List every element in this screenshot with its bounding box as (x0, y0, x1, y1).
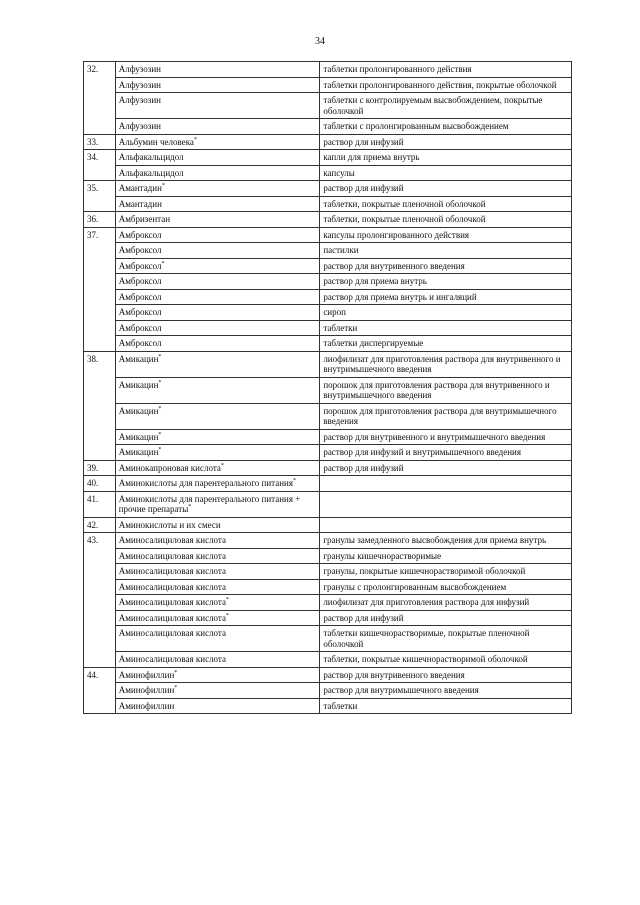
drug-name: Амброксол (118, 291, 162, 302)
dosage-form: таблетки пролонгированного действия (320, 62, 572, 78)
drug-name-cell (115, 320, 320, 336)
drug-name-cell (115, 77, 320, 93)
row-number (84, 403, 116, 429)
table-row (84, 258, 572, 274)
table-row (84, 212, 572, 228)
drug-name: Аминосалициловая кислота (118, 654, 226, 664)
drug-name-cell (115, 579, 320, 595)
row-number (84, 429, 116, 445)
drug-name-cell (115, 445, 320, 461)
drug-name: Аминосалициловая кислота (118, 597, 226, 607)
row-number (84, 377, 116, 403)
drug-name: Аминофиллин (118, 700, 175, 711)
drug-name: Аминофиллин (118, 685, 175, 695)
row-number: 35. (84, 181, 116, 197)
drug-table (83, 61, 572, 714)
drug-name-cell (115, 517, 320, 533)
table-row (84, 626, 572, 652)
row-number (84, 610, 116, 626)
drug-name: Амброксол (118, 276, 162, 286)
table-row (84, 377, 572, 403)
dosage-form: раствор для инфузий (320, 610, 572, 626)
dosage-form: лиофилизат для приготовления раствора для инфузий (320, 595, 572, 611)
dosage-form: капсулы пролонгированного действия (320, 227, 572, 243)
drug-name: Амброксол (118, 322, 162, 333)
dosage-form: таблетки, покрытые пленочной оболочкой (320, 196, 572, 212)
dosage-form: гранулы, покрытые кишечнорастворимой оболочкой (320, 564, 572, 580)
row-number: 37. (84, 227, 116, 243)
dosage-form: порошок для приготовления раствора для внутривенного и внутримышечного введения (320, 377, 572, 403)
row-number: 44. (84, 667, 116, 683)
table-row (84, 134, 572, 150)
row-number (84, 652, 116, 668)
table-row (84, 476, 572, 492)
row-number (84, 698, 116, 714)
dosage-form: раствор для внутривенного и внутримышечного введения (320, 429, 572, 445)
drug-name: Амантадин (118, 198, 162, 209)
row-number (84, 274, 116, 290)
table-row (84, 165, 572, 181)
footnote-mark: * (225, 597, 229, 603)
row-number: 36. (84, 212, 116, 228)
dosage-form: раствор для инфузий (320, 460, 572, 476)
dosage-form: раствор для внутривенного введения (320, 667, 572, 683)
dosage-form: капли для приема внутрь (320, 150, 572, 166)
table-row (84, 62, 572, 78)
table-row (84, 403, 572, 429)
footnote-mark: * (161, 260, 165, 267)
drug-name: Амикацин (118, 431, 159, 442)
drug-name: Амантадин (118, 183, 162, 193)
drug-name: Амикацин (118, 353, 159, 364)
dosage-form: гранулы с пролонгированным высвобождением (320, 579, 572, 595)
drug-name: Аминосалициловая кислота (118, 535, 226, 545)
row-number (84, 119, 116, 135)
row-number (84, 564, 116, 580)
dosage-form: таблетки кишечнорастворимые, покрытые пленочной оболочкой (320, 626, 572, 652)
row-number (84, 305, 116, 321)
dosage-form: раствор для инфузий (320, 181, 572, 197)
table-row (84, 320, 572, 336)
row-number: 41. (84, 491, 116, 517)
drug-name-cell (115, 667, 320, 683)
dosage-form: раствор для внутримышечного введения (320, 683, 572, 699)
table-row (84, 517, 572, 533)
drug-name-cell (115, 460, 320, 476)
drug-name: Амброксол (118, 260, 162, 271)
drug-name: Аминофиллин (118, 669, 175, 680)
table-row (84, 698, 572, 714)
drug-name-cell (115, 548, 320, 564)
dosage-form (320, 491, 572, 517)
table-row (84, 460, 572, 476)
row-number (84, 320, 116, 336)
table-row (84, 227, 572, 243)
drug-name: Амброксол (118, 338, 162, 348)
footnote-mark: * (158, 379, 162, 386)
drug-name-cell (115, 258, 320, 274)
row-number: 42. (84, 517, 116, 533)
drug-name-cell (115, 212, 320, 228)
row-number: 38. (84, 351, 116, 377)
drug-name: Альфакальцидол (118, 152, 184, 162)
dosage-form: раствор для внутривенного введения (320, 258, 572, 274)
drug-name: Амикацин (118, 447, 159, 457)
dosage-form: таблетки, покрытые кишечнорастворимой оболочкой (320, 652, 572, 668)
dosage-form (320, 517, 572, 533)
drug-name-cell (115, 165, 320, 181)
footnote-mark: * (193, 136, 197, 143)
dosage-form: раствор для приема внутрь (320, 274, 572, 290)
table-row (84, 196, 572, 212)
drug-name: Амброксол (118, 307, 162, 317)
dosage-form: лиофилизат для приготовления раствора для внутривенного и внутримышечного введения (320, 351, 572, 377)
drug-name: Амикацин (118, 379, 159, 390)
drug-name-cell (115, 429, 320, 445)
drug-name-cell (115, 698, 320, 714)
row-number (84, 548, 116, 564)
row-number (84, 336, 116, 352)
drug-name: Аминосалициловая кислота (118, 566, 226, 576)
dosage-form (320, 476, 572, 492)
drug-name: Альфакальцидол (118, 167, 184, 178)
footnote-mark: * (174, 685, 178, 691)
dosage-form: таблетки пролонгированного действия, покрытые оболочкой (320, 77, 572, 93)
drug-name-cell (115, 150, 320, 166)
drug-name-cell (115, 274, 320, 290)
row-number (84, 165, 116, 181)
drug-name: Алфузозин (118, 79, 161, 90)
drug-name-cell (115, 403, 320, 429)
table-row (84, 610, 572, 626)
row-number: 32. (84, 62, 116, 78)
drug-name-cell (115, 305, 320, 321)
footnote-mark: * (158, 447, 162, 453)
drug-name-cell (115, 626, 320, 652)
drug-name-cell (115, 610, 320, 626)
dosage-form: порошок для приготовления раствора для внутримышечного введения (320, 403, 572, 429)
drug-name-cell (115, 134, 320, 150)
dosage-form: таблетки (320, 698, 572, 714)
drug-name: Алфузозин (118, 121, 161, 131)
table-row (84, 445, 572, 461)
drug-name-cell (115, 351, 320, 377)
table-row (84, 93, 572, 119)
footnote-mark: * (292, 478, 296, 484)
footnote-mark: * (158, 353, 162, 360)
footnote-mark: * (158, 431, 162, 438)
drug-name-cell (115, 476, 320, 492)
table-row (84, 77, 572, 93)
drug-name: Аминокислоты для парентерального питания (118, 478, 293, 488)
drug-name: Аминосалициловая кислота (118, 612, 226, 623)
dosage-form: гранулы замедленного высвобождения для приема внутрь (320, 533, 572, 549)
drug-name: Амбризентан (118, 214, 171, 224)
drug-name-cell (115, 243, 320, 259)
row-number: 39. (84, 460, 116, 476)
dosage-form: раствор для инфузий и внутримышечного введения (320, 445, 572, 461)
row-number: 40. (84, 476, 116, 492)
dosage-form: сироп (320, 305, 572, 321)
table-row (84, 491, 572, 517)
table-row (84, 564, 572, 580)
drug-name-cell (115, 595, 320, 611)
row-number: 43. (84, 533, 116, 549)
dosage-form: гранулы кишечнорастворимые (320, 548, 572, 564)
table-row (84, 336, 572, 352)
footnote-mark: * (220, 462, 224, 469)
drug-name-cell (115, 377, 320, 403)
drug-name: Аминосалициловая кислота (118, 550, 226, 561)
table-row (84, 667, 572, 683)
table-row (84, 289, 572, 305)
footnote-mark: * (225, 612, 229, 619)
drug-name: Амикацин (118, 405, 159, 416)
drug-name: Аминокислоты и их смеси (118, 519, 221, 530)
drug-table-body (84, 62, 572, 714)
table-row (84, 119, 572, 135)
drug-name: Амброксол (118, 229, 162, 240)
table-row (84, 351, 572, 377)
table-row (84, 683, 572, 699)
drug-name: Алфузозин (118, 64, 161, 74)
table-row (84, 181, 572, 197)
drug-name-cell (115, 564, 320, 580)
row-number (84, 196, 116, 212)
dosage-form: таблетки с пролонгированным высвобождением (320, 119, 572, 135)
table-row (84, 548, 572, 564)
drug-name-cell (115, 227, 320, 243)
row-number (84, 683, 116, 699)
drug-name-cell (115, 62, 320, 78)
table-row (84, 579, 572, 595)
table-row (84, 150, 572, 166)
table-row (84, 595, 572, 611)
row-number (84, 595, 116, 611)
footnote-mark: * (158, 405, 162, 412)
drug-name-cell (115, 491, 320, 517)
table-row (84, 652, 572, 668)
drug-name: Амброксол (118, 245, 162, 255)
row-number (84, 445, 116, 461)
dosage-form: пастилки (320, 243, 572, 259)
row-number (84, 77, 116, 93)
footnote-mark: * (174, 669, 178, 676)
drug-name-cell (115, 652, 320, 668)
drug-name: Аминокислоты для парентерального питания + прочие препараты (118, 493, 301, 514)
drug-name-cell (115, 181, 320, 197)
dosage-form: раствор для инфузий (320, 134, 572, 150)
drug-name: Алфузозин (118, 95, 161, 105)
drug-name: Альбумин человека (118, 136, 194, 147)
dosage-form: таблетки с контролируемым высвобождением, покрытые оболочкой (320, 93, 572, 119)
table-row (84, 429, 572, 445)
row-number (84, 258, 116, 274)
drug-name: Аминосалициловая кислота (118, 628, 226, 638)
table-row (84, 243, 572, 259)
drug-name-cell (115, 93, 320, 119)
table-row (84, 274, 572, 290)
drug-name: Аминокапроновая кислота (118, 462, 221, 473)
dosage-form: таблетки (320, 320, 572, 336)
table-row (84, 533, 572, 549)
drug-name: Аминосалициловая кислота (118, 581, 226, 592)
dosage-form: таблетки диспергируемые (320, 336, 572, 352)
dosage-form: таблетки, покрытые пленочной оболочкой (320, 212, 572, 228)
row-number (84, 93, 116, 119)
drug-name-cell (115, 196, 320, 212)
drug-name-cell (115, 533, 320, 549)
table-row (84, 305, 572, 321)
row-number (84, 243, 116, 259)
dosage-form: раствор для приема внутрь и ингаляций (320, 289, 572, 305)
drug-name-cell (115, 683, 320, 699)
drug-name-cell (115, 289, 320, 305)
row-number: 34. (84, 150, 116, 166)
row-number (84, 579, 116, 595)
dosage-form: капсулы (320, 165, 572, 181)
footnote-mark: * (188, 504, 192, 510)
row-number: 33. (84, 134, 116, 150)
page-number: 34 (315, 36, 325, 47)
drug-name-cell (115, 119, 320, 135)
footnote-mark: * (161, 183, 165, 189)
row-number (84, 626, 116, 652)
drug-name-cell (115, 336, 320, 352)
row-number (84, 289, 116, 305)
